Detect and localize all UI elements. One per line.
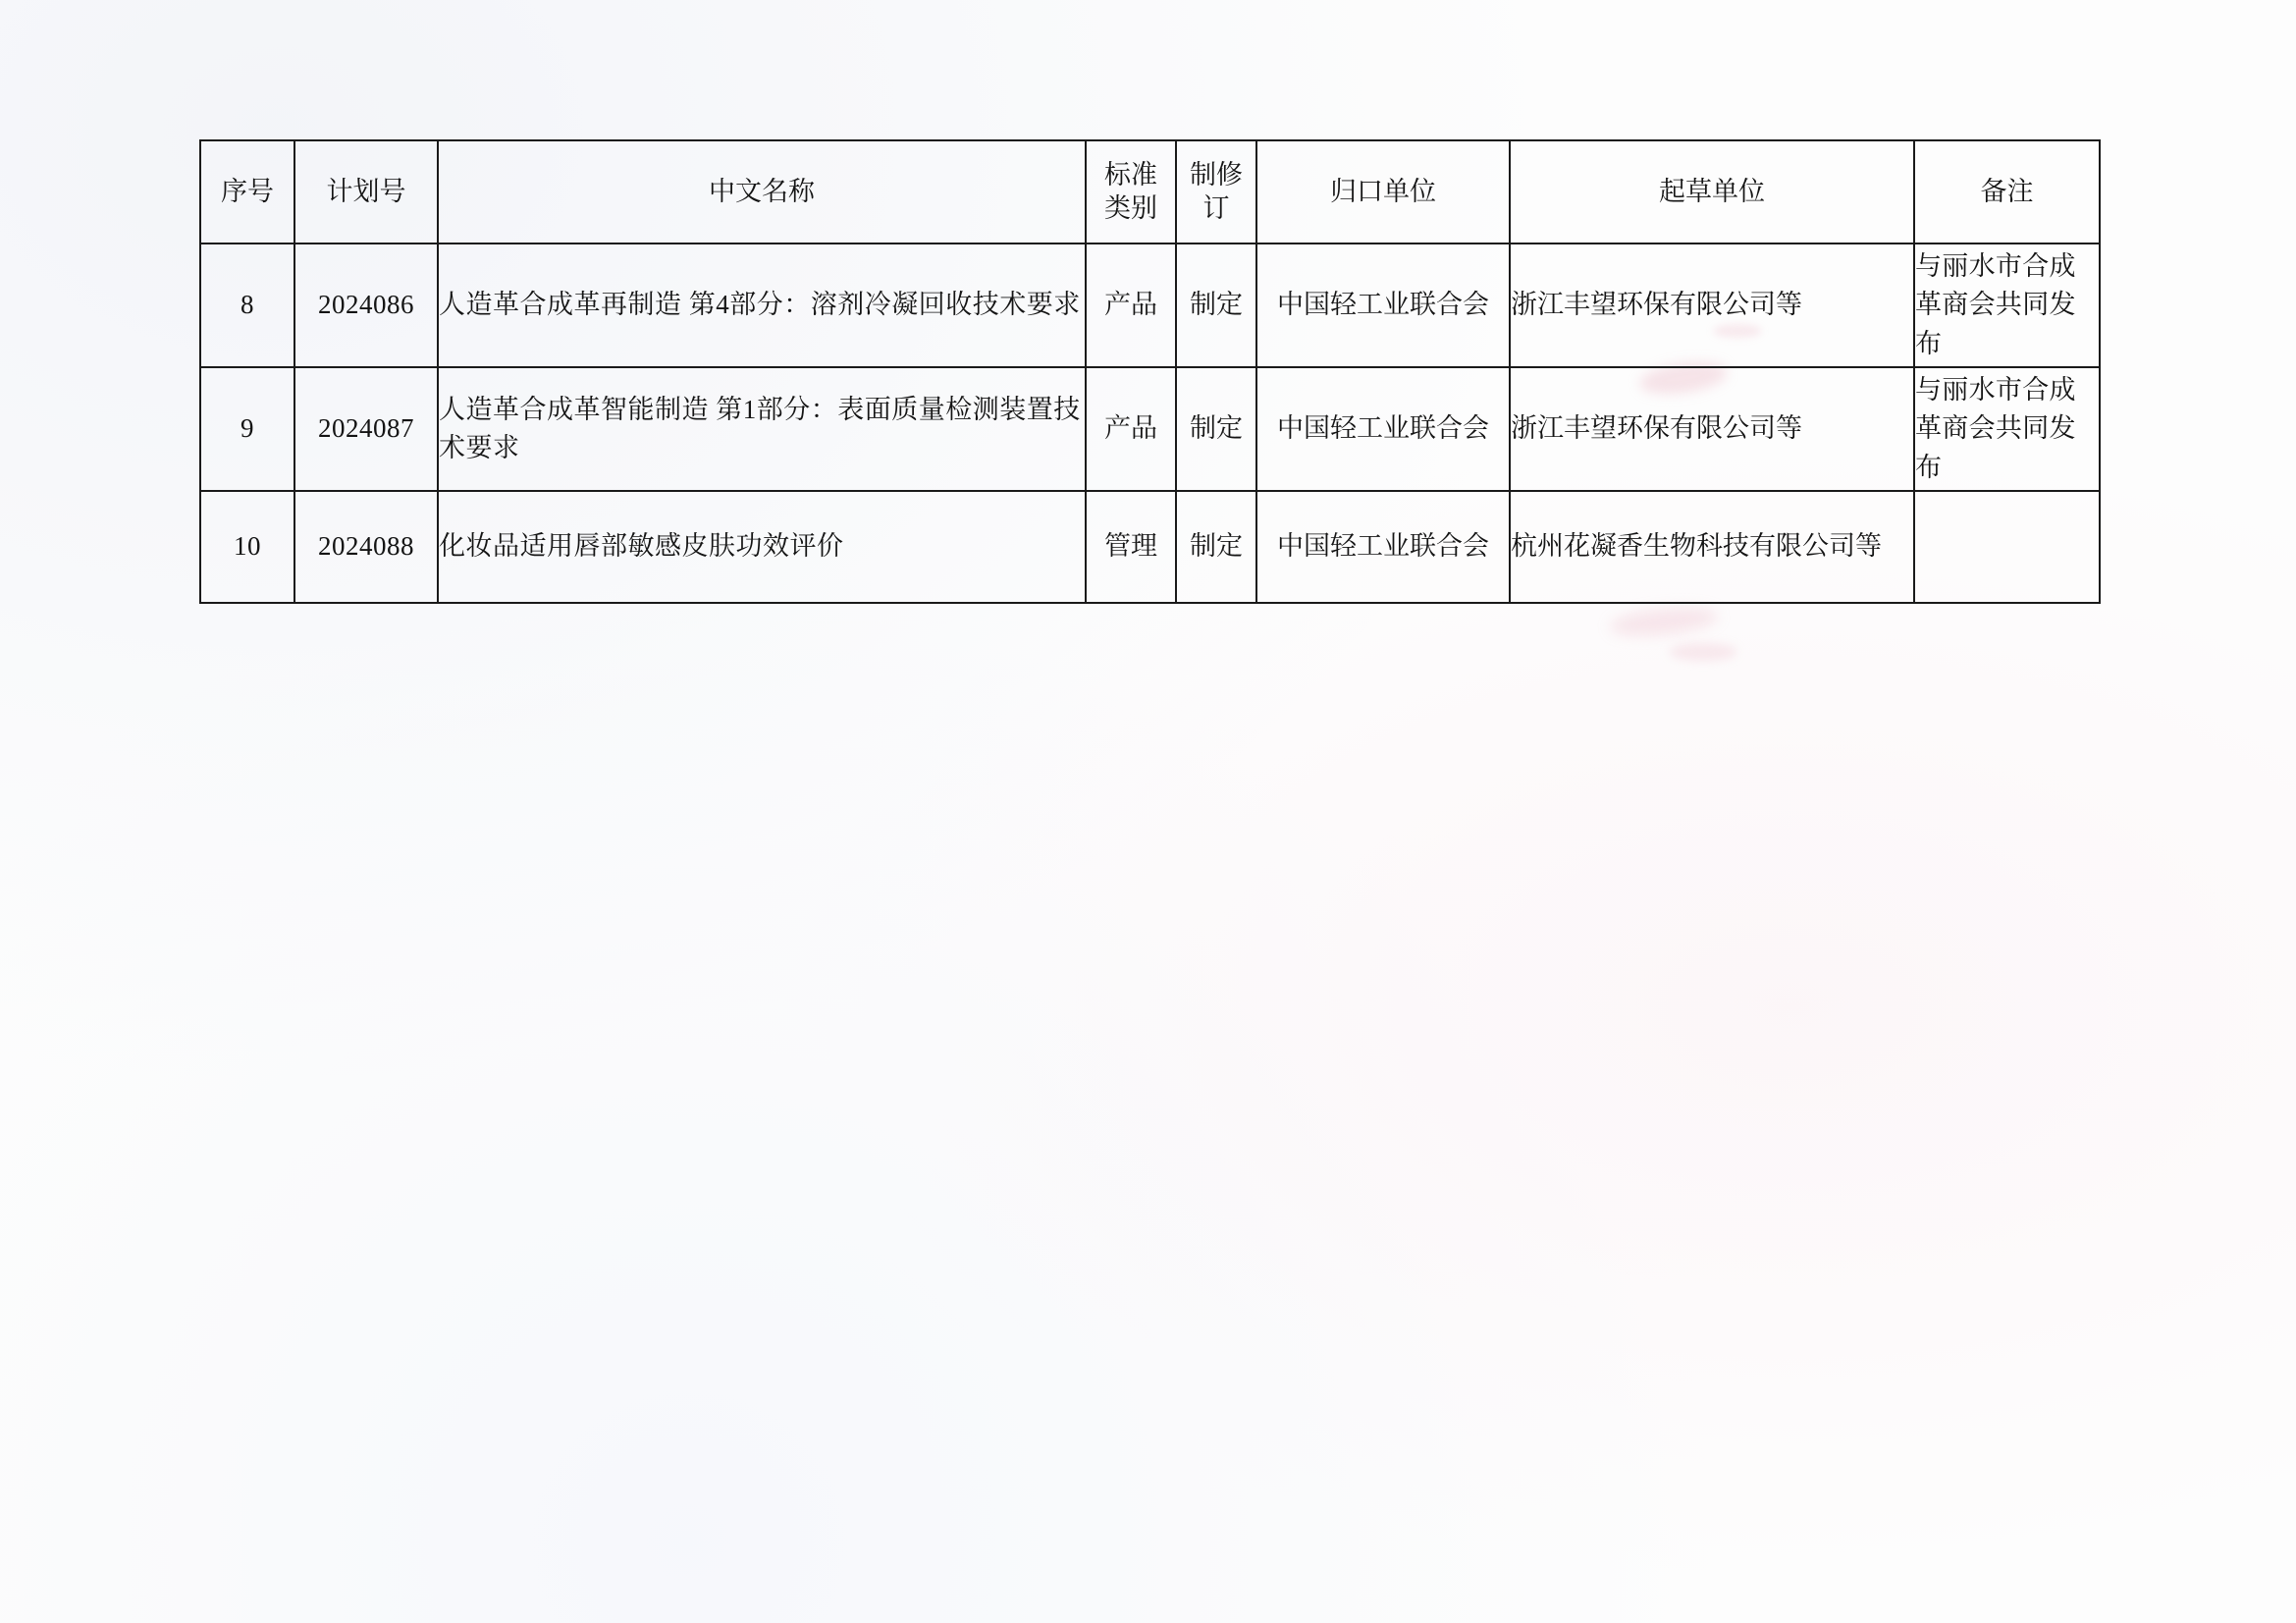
- column-header-revision-line1: 制修: [1190, 159, 1243, 189]
- column-header-dept: 归口单位: [1256, 140, 1510, 243]
- cell-drafting-unit: 浙江丰望环保有限公司等: [1510, 243, 1914, 367]
- cell-seq: 9: [200, 367, 294, 491]
- cell-chinese-name-text: 人造革合成革再制造 第4部分：溶剂冷凝回收技术要求: [439, 290, 1081, 320]
- cell-plan-no: 2024086: [294, 243, 438, 367]
- standards-plan-table: [199, 139, 2101, 604]
- cell-chinese-name: [438, 491, 1086, 603]
- table-row: [200, 491, 2100, 603]
- column-header-drafting-unit: 起草单位: [1510, 140, 1914, 243]
- column-header-remark: 备注: [1914, 140, 2100, 243]
- column-header-standard-type-line1: 标准: [1104, 159, 1157, 189]
- cell-dept: 中国轻工业联合会: [1256, 243, 1510, 367]
- cell-revision: 制定: [1176, 491, 1256, 603]
- cell-remark-text: 与丽水市合成革商会共同发布: [1915, 251, 2076, 358]
- cell-standard-type: 管理: [1086, 491, 1176, 603]
- paper-smudge: [1609, 603, 1719, 639]
- cell-plan-no: 2024087: [294, 367, 438, 491]
- cell-chinese-name: [438, 243, 1086, 367]
- cell-chinese-name: [438, 367, 1086, 491]
- cell-drafting-unit: 杭州花凝香生物科技有限公司等: [1510, 491, 1914, 603]
- column-header-chinese-name: 中文名称: [438, 140, 1086, 243]
- cell-revision: 制定: [1176, 243, 1256, 367]
- cell-chinese-name-text: 化妆品适用唇部敏感皮肤功效评价: [439, 531, 844, 562]
- column-header-standard-type: [1086, 140, 1176, 243]
- cell-seq: 8: [200, 243, 294, 367]
- column-header-revision: [1176, 140, 1256, 243]
- table-row: [200, 243, 2100, 367]
- table-body: [200, 243, 2100, 603]
- column-header-plan-no: 计划号: [294, 140, 438, 243]
- cell-standard-type: 产品: [1086, 243, 1176, 367]
- cell-dept: 中国轻工业联合会: [1256, 491, 1510, 603]
- cell-dept: 中国轻工业联合会: [1256, 367, 1510, 491]
- table-header: [200, 140, 2100, 243]
- cell-remark: [1914, 243, 2100, 367]
- column-header-revision-line2: 订: [1202, 192, 1230, 223]
- table-row: [200, 367, 2100, 491]
- table-header-row: [200, 140, 2100, 243]
- cell-revision: 制定: [1176, 367, 1256, 491]
- cell-remark-text: 与丽水市合成革商会共同发布: [1915, 375, 2076, 482]
- cell-standard-type: 产品: [1086, 367, 1176, 491]
- cell-remark: [1914, 367, 2100, 491]
- cell-chinese-name-text: 人造革合成革智能制造 第1部分：表面质量检测装置技术要求: [439, 394, 1081, 462]
- column-header-seq: 序号: [200, 140, 294, 243]
- cell-remark: [1914, 491, 2100, 603]
- column-header-standard-type-line2: 类别: [1104, 192, 1157, 223]
- cell-plan-no: 2024088: [294, 491, 438, 603]
- cell-seq: 10: [200, 491, 294, 603]
- paper-smudge: [1669, 643, 1737, 661]
- cell-drafting-unit: 浙江丰望环保有限公司等: [1510, 367, 1914, 491]
